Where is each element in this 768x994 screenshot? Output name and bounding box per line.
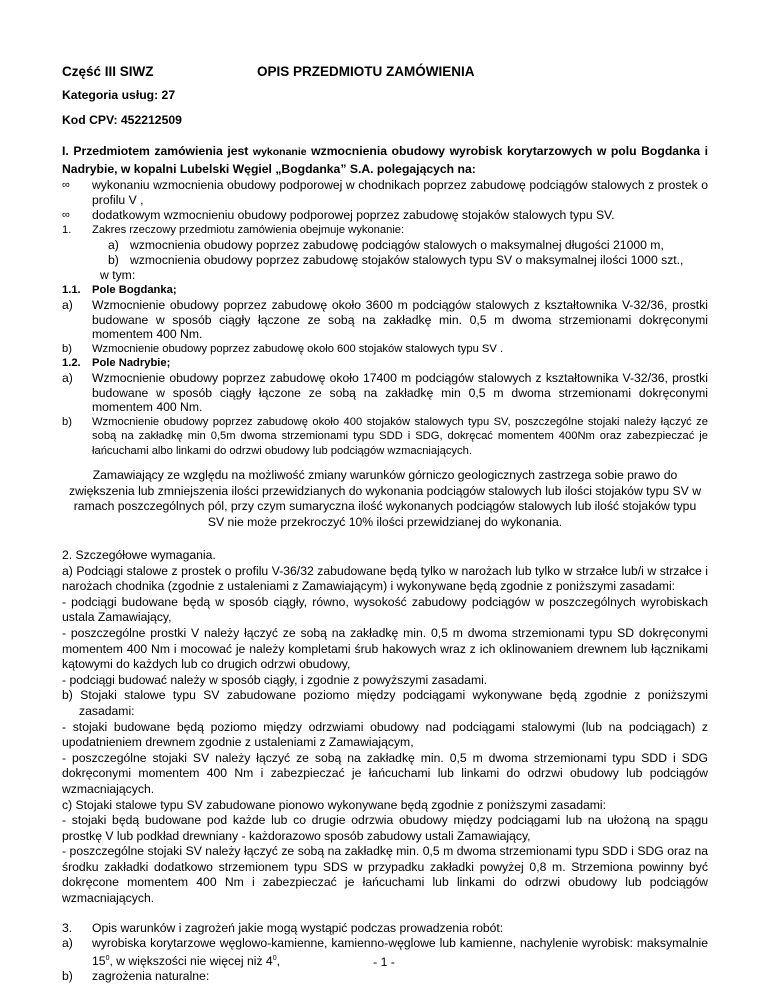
item-letter: b) [62, 342, 72, 355]
list-item [62, 342, 708, 357]
cpv-code: Kod CPV: 452212509 [62, 113, 182, 127]
section-2-b-rule-2: - poszczególne stojaki SV należy łączyć ze sobą na zakładkę min. 0,5 m dwoma strzemionami typu SDD i SDG dokręconymi momentem 400 Nm i zabezpieczać je łańcuchami lub linkami do odrzwi obudowy lub podciągów wzmacniających. [62, 750, 708, 796]
pole-nadrybie-heading [62, 356, 708, 371]
item-text: wzmocnienia obudowy poprzez zabudowę stojaków stalowych typu SV o maksymalnej ilości 1000 szt., [130, 253, 684, 267]
infinity-bullet-icon: ∞ [62, 179, 70, 191]
section-2-c-intro: c) Stojaki stalowe typu SV zabudowane pionowo wykonywane będą zgodnie z poniższymi zasadami: [62, 797, 606, 812]
list-item [62, 238, 708, 253]
item-text-part: , [276, 953, 280, 968]
item-text: Wzmocnienie obudowy poprzez zabudowę około 17400 m podciągów stalowych z kształtownika V-32/36, prostki budowane w sposób ciągły łączone ze sobą na zakładkę min 0,5 m dwoma strzemionami dokręconymi momentem 400 Nm. [92, 371, 708, 414]
section-2-a-rule-1: - podciągi budowane będą w sposób ciągły, równo, wysokość zabudowy podciągów w poszczególnych wyrobiskach ustala Zamawiający, [62, 594, 708, 625]
pole-title: Pole Bogdanka; [92, 284, 177, 296]
item-letter: a) [62, 298, 73, 312]
section-2-b-intro: b) Stojaki stalowe typu SV zabudowane poziomo między podciągami wykonywane będą zgodnie z poniższymi zasadami: [62, 688, 708, 718]
item-letter: a) [62, 935, 73, 950]
item-text: Wzmocnienie obudowy poprzez zabudowę około 3600 m podciągów stalowych z kształtownika V-32/36, prostki budowane w sposób ciągły łączone ze sobą na zakładkę min. 0,5 m dwoma strzemionami dokręconymi momentem 400 Nm. [92, 298, 708, 341]
page-number: - 1 - [373, 955, 395, 969]
item-letter: b) [62, 968, 73, 983]
bullet-text: dodatkowym wzmocnieniu obudowy podporowej poprzez zabudowę stojaków stalowych typu SV. [92, 208, 615, 222]
item-text-part: wyrobiska korytarzowe węglowo-kamienne, kamienno-węglowe lub kamienne, nachylenie wyrobisk: maksymalnie 15 [92, 935, 708, 968]
list-item [62, 178, 708, 208]
infinity-bullet-icon: ∞ [62, 209, 70, 221]
item-letter: b) [108, 253, 119, 267]
item-letter: b) [62, 415, 72, 428]
page-title: OPIS PRZEDMIOTU ZAMÓWIENIA [257, 64, 475, 79]
pole-number: 1.1. [62, 284, 81, 296]
scope-heading [62, 223, 708, 238]
item-text: Wzmocnienie obudowy poprzez zabudowę około 400 stojaków stalowych typu SV, poszczególne stojaki należy łączyć ze sobą na zakładkę min 0,5m dwoma strzemionami typu SDD i SDG, dokręcać momentem 400Nm oraz zabezpieczać je łańcuchami albo linkami do odrzwi obudowy lub podciągów wzmacniających. [92, 415, 708, 457]
item-letter: a) [108, 238, 119, 252]
section-3-number: 3. [62, 920, 73, 935]
section-2-heading: 2. Szczegółowe wymagania. [62, 548, 216, 562]
document-header [62, 60, 708, 80]
pole-number: 1.2. [62, 357, 81, 369]
item-text: Wzmocnienie obudowy poprzez zabudowę około 600 stojaków stalowych typu SV . [92, 342, 504, 355]
item-text: zagrożenia naturalne: [92, 968, 210, 983]
section-2-a-rule-3: - podciągi budować należy w sposób ciągły, i zgodnie z powyższymi zasadami. [62, 672, 488, 687]
item-text: wzmocnienia obudowy poprzez zabudowę podciągów stalowych o maksymalnej długości 21000 m, [130, 238, 664, 252]
item-letter: a) [62, 371, 73, 385]
reservation-paragraph: Zamawiający ze względu na możliwość zmiany warunków górniczo geologicznych zastrzega sobie prawo do zwiększenia lub zmniejszenia ilości przewidzianych do wykonania podciągów stalowych lub ilości stojaków typu SV w ramach poszczególnych pól, przy czym sumaryczna ilość wykonanych podciągów stalowych lub ilość stojaków typu SV nie może przekroczyć 10% ilości przewidzianej do wykonania. [68, 468, 702, 529]
section-3-title: Opis warunków i zagrożeń jakie mogą wystąpić podczas prowadzenia robót: [92, 920, 504, 935]
document-page [62, 60, 708, 984]
pole-bogdanka-heading [62, 283, 708, 298]
section-2-c-rule-2: - poszczególne stojaki SV należy łączyć ze sobą na zakładkę min. 0,5 m dwoma strzemionami typu SDD i SDG oraz na środku zakładki dodatkowo strzemionem typu SDS w przypadku zakładki powyżej 0,8 m. Strzemiona powinny być dokręcone momentem 400 Nm i zabezpieczać je łańcuchami lub linkami do odrzwi obudowy lub podciągów wzmacniających. [62, 844, 708, 906]
section-3-heading [62, 921, 708, 936]
list-item [62, 969, 708, 984]
scope-number: 1. [62, 224, 72, 236]
scope-title: Zakres rzeczowy przedmiotu zamówienia obejmuje wykonanie: [92, 224, 405, 236]
bullet-text: wykonaniu wzmocnienia obudowy podporowej w chodnikach poprzez zabudowę podciągów stalowych z prostek o profilu V , [92, 178, 708, 207]
section-2-a-rule-2: - poszczególne prostki V należy łączyć ze sobą na zakładkę min. 0,5 m dwoma strzemionami typu SD dokręconymi momentem 400 Nm i mocować je należy kompletami śrub hakowych wraz z ich oklinowaniem drewnem lub łącznikami kątowymi do każdych lub co drugich odrzwi obudowy, [62, 625, 708, 672]
section-1-intro [62, 143, 708, 178]
item-text-part: , w większości nie więcej niż 4 [109, 953, 273, 968]
pole-title: Pole Nadrybie; [92, 357, 171, 369]
category-label: Kategoria usług: 27 [62, 88, 176, 102]
part-label: Część III SIWZ [62, 64, 154, 79]
list-item [62, 298, 708, 342]
list-item [62, 415, 708, 459]
intro-text-b: wzmocnienia obudowy wyrobisk korytarzowych w polu Bogdanka i Nadrybie, w kopalni Lubelski Węgiel „Bogdanka” S.A. polegających na: [62, 144, 708, 176]
list-item [62, 208, 708, 223]
degree-sup: 0 [272, 954, 277, 962]
section-2-c-rule-1: - stojaki będą budowane pod każde lub co drugie odrzwia obudowy między podciągami lub na ułożoną na spągu prostkę V lub podkład drewniany - każdorazowo sposób zabudowy ustali Zamawiający, [62, 813, 708, 843]
intro-text-a: I. Przedmiotem zamówienia jest [62, 144, 253, 158]
intro-text-small: wykonanie [252, 146, 307, 158]
list-item [62, 253, 708, 268]
list-item [62, 371, 708, 415]
w-tym-label: w tym: [100, 268, 136, 282]
degree-sup: 0 [105, 954, 110, 962]
section-2-a-intro: a) Podciągi stalowe z prostek o profilu V-36/32 zabudowane będą tylko w narożach lub tylko w strzałce lub/i w strzałce i narożach chodnika (zgodnie z ustaleniami z Zamawiającym) i wykonywane będą zgodnie z poniższymi zasadami: [62, 563, 708, 594]
section-2-b-rule-1: - stojaki budowane będą poziomo między odrzwiami obudowy nad podciągami stalowymi (lub na podciągach) z upodatnieniem drewnem zgodnie z ustaleniami z Zamawiającym, [62, 719, 708, 750]
